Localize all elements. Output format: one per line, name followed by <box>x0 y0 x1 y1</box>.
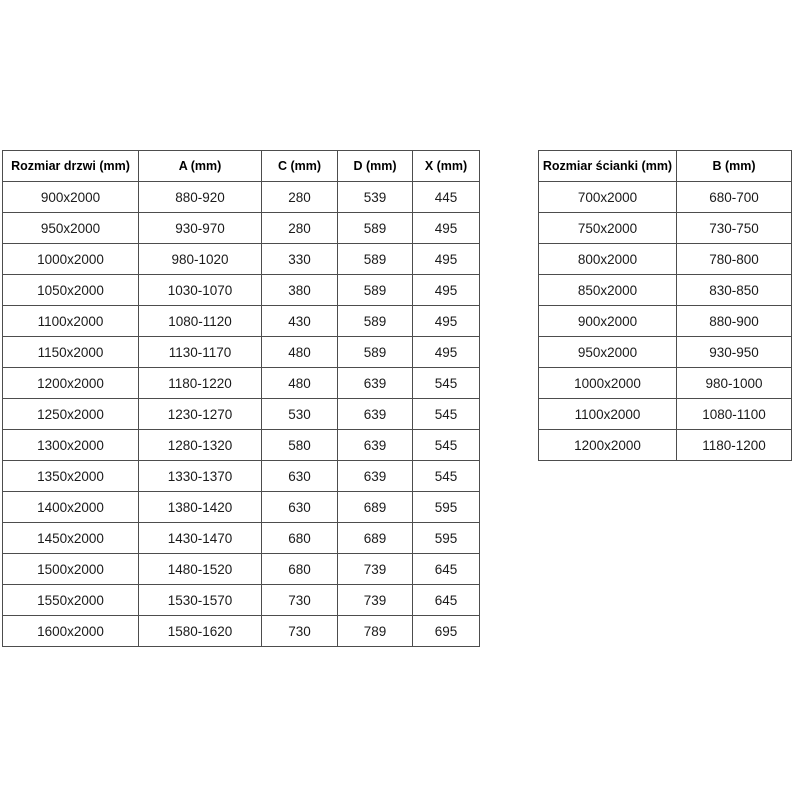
table-cell: 730-750 <box>677 213 792 244</box>
table-cell: 545 <box>413 461 480 492</box>
table-cell: 1250x2000 <box>3 399 139 430</box>
table-cell: 1300x2000 <box>3 430 139 461</box>
table-row <box>539 213 792 244</box>
table-row <box>3 616 480 647</box>
table-cell: 739 <box>338 554 413 585</box>
table-cell: 930-970 <box>139 213 262 244</box>
table-row <box>3 461 480 492</box>
table-cell: 789 <box>338 616 413 647</box>
table-cell: 1550x2000 <box>3 585 139 616</box>
table-cell: 645 <box>413 554 480 585</box>
table-cell: 695 <box>413 616 480 647</box>
table-cell: 430 <box>262 306 338 337</box>
table-cell: 639 <box>338 368 413 399</box>
table-cell: 1280-1320 <box>139 430 262 461</box>
table-cell: 545 <box>413 430 480 461</box>
table-cell: 880-920 <box>139 182 262 213</box>
table-row <box>3 492 480 523</box>
table-cell: 850x2000 <box>539 275 677 306</box>
table-cell: 950x2000 <box>3 213 139 244</box>
column-header-c: C (mm) <box>262 151 338 182</box>
table-cell: 330 <box>262 244 338 275</box>
table-cell: 495 <box>413 275 480 306</box>
table-cell: 1100x2000 <box>539 399 677 430</box>
table-cell: 900x2000 <box>539 306 677 337</box>
column-header-door-size: Rozmiar drzwi (mm) <box>3 151 139 182</box>
table-cell: 1450x2000 <box>3 523 139 554</box>
table-row <box>3 337 480 368</box>
table-cell: 580 <box>262 430 338 461</box>
table-cell: 545 <box>413 368 480 399</box>
wall-dimensions-table <box>538 150 792 461</box>
door-table-body <box>3 182 480 647</box>
table-cell: 1080-1120 <box>139 306 262 337</box>
table-cell: 630 <box>262 492 338 523</box>
table-cell: 730 <box>262 585 338 616</box>
table-cell: 1330-1370 <box>139 461 262 492</box>
table-cell: 1600x2000 <box>3 616 139 647</box>
table-cell: 1180-1220 <box>139 368 262 399</box>
door-dimensions-table <box>2 150 480 647</box>
table-row <box>3 430 480 461</box>
table-cell: 1000x2000 <box>539 368 677 399</box>
table-row <box>3 399 480 430</box>
table-cell: 689 <box>338 492 413 523</box>
table-row <box>3 523 480 554</box>
table-cell: 1530-1570 <box>139 585 262 616</box>
table-cell: 1050x2000 <box>3 275 139 306</box>
table-cell: 480 <box>262 337 338 368</box>
table-cell: 1380-1420 <box>139 492 262 523</box>
table-row <box>3 213 480 244</box>
column-header-wall-size: Rozmiar ścianki (mm) <box>539 151 677 182</box>
column-header-x: X (mm) <box>413 151 480 182</box>
door-table-header-row <box>3 151 480 182</box>
table-cell: 1180-1200 <box>677 430 792 461</box>
column-header-a: A (mm) <box>139 151 262 182</box>
table-cell: 445 <box>413 182 480 213</box>
wall-table-body <box>539 182 792 461</box>
table-cell: 380 <box>262 275 338 306</box>
table-cell: 595 <box>413 492 480 523</box>
table-cell: 950x2000 <box>539 337 677 368</box>
table-cell: 800x2000 <box>539 244 677 275</box>
table-cell: 680 <box>262 554 338 585</box>
table-row <box>3 306 480 337</box>
table-cell: 980-1000 <box>677 368 792 399</box>
table-cell: 639 <box>338 399 413 430</box>
table-row <box>539 430 792 461</box>
table-cell: 280 <box>262 182 338 213</box>
table-cell: 545 <box>413 399 480 430</box>
table-row <box>3 182 480 213</box>
table-cell: 495 <box>413 244 480 275</box>
table-cell: 1080-1100 <box>677 399 792 430</box>
table-cell: 495 <box>413 213 480 244</box>
table-cell: 1230-1270 <box>139 399 262 430</box>
table-cell: 639 <box>338 430 413 461</box>
table-cell: 880-900 <box>677 306 792 337</box>
table-cell: 980-1020 <box>139 244 262 275</box>
table-cell: 480 <box>262 368 338 399</box>
table-cell: 930-950 <box>677 337 792 368</box>
table-cell: 750x2000 <box>539 213 677 244</box>
table-cell: 280 <box>262 213 338 244</box>
table-cell: 680 <box>262 523 338 554</box>
table-cell: 830-850 <box>677 275 792 306</box>
wall-table-header-row <box>539 151 792 182</box>
table-cell: 1480-1520 <box>139 554 262 585</box>
table-cell: 1580-1620 <box>139 616 262 647</box>
table-row <box>3 554 480 585</box>
column-header-b: B (mm) <box>677 151 792 182</box>
table-row <box>3 275 480 306</box>
table-cell: 589 <box>338 275 413 306</box>
column-header-d: D (mm) <box>338 151 413 182</box>
table-row <box>3 244 480 275</box>
table-cell: 589 <box>338 213 413 244</box>
table-cell: 589 <box>338 244 413 275</box>
table-cell: 1400x2000 <box>3 492 139 523</box>
table-cell: 900x2000 <box>3 182 139 213</box>
table-row <box>539 275 792 306</box>
table-cell: 1430-1470 <box>139 523 262 554</box>
table-cell: 495 <box>413 306 480 337</box>
table-cell: 1000x2000 <box>3 244 139 275</box>
table-cell: 539 <box>338 182 413 213</box>
table-cell: 780-800 <box>677 244 792 275</box>
table-cell: 1200x2000 <box>539 430 677 461</box>
table-cell: 1030-1070 <box>139 275 262 306</box>
table-cell: 530 <box>262 399 338 430</box>
table-cell: 1130-1170 <box>139 337 262 368</box>
table-cell: 630 <box>262 461 338 492</box>
table-row <box>539 337 792 368</box>
table-cell: 1200x2000 <box>3 368 139 399</box>
table-cell: 1150x2000 <box>3 337 139 368</box>
table-row <box>539 306 792 337</box>
table-cell: 1500x2000 <box>3 554 139 585</box>
table-cell: 639 <box>338 461 413 492</box>
table-cell: 589 <box>338 337 413 368</box>
table-row <box>539 368 792 399</box>
table-cell: 689 <box>338 523 413 554</box>
table-cell: 730 <box>262 616 338 647</box>
table-cell: 645 <box>413 585 480 616</box>
table-row <box>539 182 792 213</box>
table-row <box>3 368 480 399</box>
table-cell: 589 <box>338 306 413 337</box>
table-row <box>3 585 480 616</box>
table-cell: 680-700 <box>677 182 792 213</box>
table-cell: 1100x2000 <box>3 306 139 337</box>
table-cell: 739 <box>338 585 413 616</box>
table-cell: 495 <box>413 337 480 368</box>
table-cell: 700x2000 <box>539 182 677 213</box>
table-row <box>539 399 792 430</box>
table-cell: 1350x2000 <box>3 461 139 492</box>
table-cell: 595 <box>413 523 480 554</box>
table-row <box>539 244 792 275</box>
